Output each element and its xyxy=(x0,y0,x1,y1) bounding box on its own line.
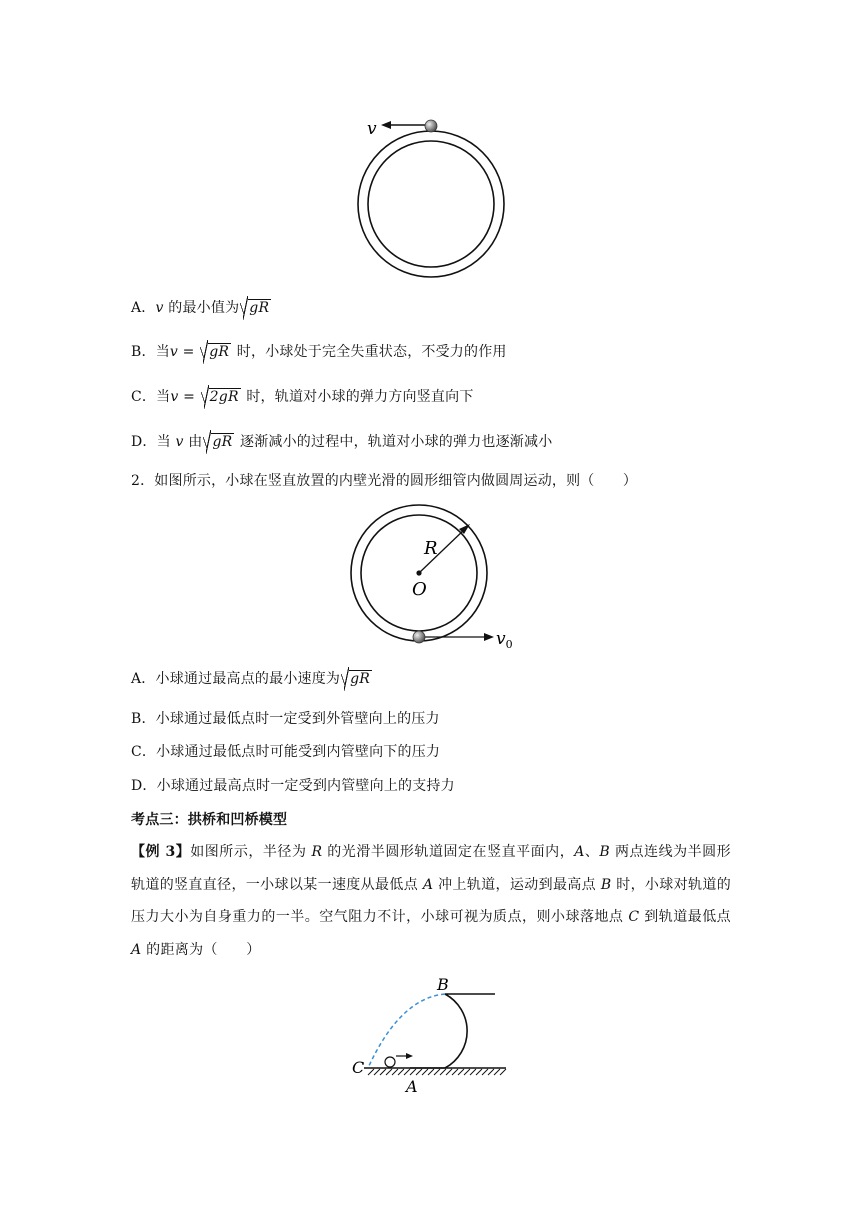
point-c-label: C xyxy=(352,1058,365,1077)
q2-option-a[interactable]: A．小球通过最高点的最小速度为 gR xyxy=(131,671,371,687)
q1-option-c[interactable]: C．当v = 2gR 时，轨道对小球的弹力方向竖直向下 xyxy=(131,389,474,405)
ball xyxy=(413,631,425,643)
q2-stem: 2．如图所示，小球在竖直放置的内壁光滑的圆形细管内做圆周运动，则（ ） xyxy=(131,473,638,489)
sqrt-gR: gR xyxy=(240,298,271,318)
velocity-label: v xyxy=(367,119,377,139)
v0-label: $v_0$ xyxy=(496,629,513,651)
figure-1-circular-track xyxy=(345,112,525,282)
q1-option-d[interactable]: D．当 v 由 gR 逐渐减小的过程中，轨道对小球的弹力也逐渐减小 xyxy=(131,434,553,450)
semicircle-track xyxy=(410,994,495,1068)
point-a-label: A xyxy=(406,1077,418,1094)
point-b-label: B xyxy=(437,975,449,994)
q2-option-b[interactable]: B．小球通过最低点时一定受到外管壁向上的压力 xyxy=(131,711,440,727)
ground-hatching xyxy=(368,1069,506,1075)
sqrt-gR: gR xyxy=(203,432,234,452)
ball xyxy=(385,1057,395,1067)
center-label: O xyxy=(412,579,427,600)
example-3-text: 【例 3】如图所示，半径为 R 的光滑半圆形轨道固定在竖直平面内，A、B 两点连线为半圆形轨道的竖直直径，一小球以某一速度从最低点 A 冲上轨道，运动到最高点 B 时，小球对轨道的压力大小为自身重力的一半。空气阻力不计，小球可视为质点，则小球落地点 C 到轨道最低点 A 的距离为（ ） xyxy=(131,844,732,958)
radius-label: R xyxy=(424,538,438,559)
q2-option-d[interactable]: D．小球通过最高点时一定受到内管壁向上的支持力 xyxy=(131,778,455,794)
figure-2-circular-tube xyxy=(342,498,542,653)
ball xyxy=(425,120,437,132)
figure-3-semicircle-track xyxy=(350,974,520,1094)
sqrt-2gR: 2gR xyxy=(201,387,241,407)
sqrt-gR: gR xyxy=(200,342,231,362)
sqrt-gR: gR xyxy=(341,669,372,689)
q1-option-a[interactable]: A．v 的最小值为 gR xyxy=(131,300,270,316)
q2-option-c[interactable]: C．小球通过最低点时可能受到内管壁向下的压力 xyxy=(131,744,441,760)
q1-option-b[interactable]: B．当v = gR 时，小球处于完全失重状态，不受力的作用 xyxy=(131,344,507,360)
section-3-heading: 考点三：拱桥和凹桥模型 xyxy=(131,812,288,828)
